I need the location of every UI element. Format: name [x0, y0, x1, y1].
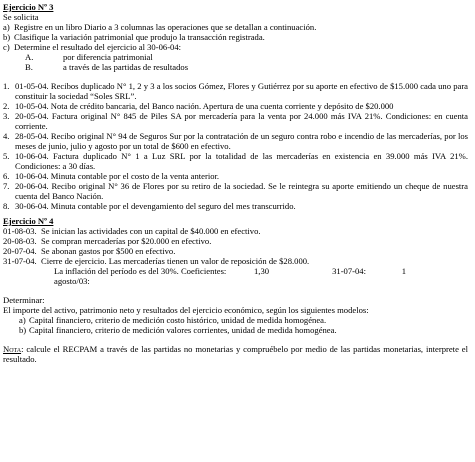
operation-number: 6.: [3, 171, 10, 181]
exercise-3-intro: Se solicita: [3, 12, 39, 22]
operation-item: [3, 201, 468, 211]
entry-date: 31-07-04.: [3, 256, 37, 266]
operation-text: 10-06-04. Factura duplicado N° 1 a Luz SRL por la totalidad de las mercaderías en existencia en 39.000 más IVA 21%. Condiciones: a 30 días.: [15, 151, 468, 171]
model-item: [3, 315, 468, 325]
nota-paragraph: [3, 344, 468, 364]
entry-item: [3, 246, 468, 256]
exercise-3-title: Ejercicio Nº 3: [3, 2, 54, 12]
coefficient-date: 31-07-04:: [332, 266, 366, 276]
task-item: [3, 22, 468, 32]
entry-date: 20-08-03.: [3, 236, 37, 246]
operation-text: 01-05-04. Recibos duplicado N° 1, 2 y 3 a los socios Gómez, Flores y Gutiérrez por su aporte en efectivo de $15.000 cada uno para constituir la sociedad “Soles SRL”.: [15, 81, 468, 101]
entry-date: 01-08-03.: [3, 226, 37, 236]
entry-text: Se inician las actividades con un capital de $40.000 en efectivo.: [41, 226, 261, 236]
operation-item: [3, 111, 468, 131]
entry-item: [3, 256, 468, 266]
nota-label: Nota: [3, 344, 22, 354]
subtask-text: a través de las partidas de resultados: [63, 62, 189, 72]
operation-item: [3, 81, 468, 101]
operation-item: [3, 151, 468, 171]
operation-text: 10-06-04. Minuta contable por el costo de la venta anterior.: [15, 171, 220, 181]
model-label: a): [19, 315, 26, 325]
model-text: Capital financiero, criterio de medición costo histórico, unidad de medida homogénea.: [29, 315, 327, 325]
coefficient-value: 1: [401, 266, 406, 276]
model-item: [3, 325, 468, 335]
entry-text: Cierre de ejercicio. Las mercaderías tienen un valor de reposición de $28.000.: [41, 256, 310, 266]
determinar-label: Determinar:: [3, 295, 45, 305]
exercise-4-title: Ejercicio Nº 4: [3, 216, 54, 226]
task-text: Registre en un libro Diario a 3 columnas las operaciones que se detallan a continuación.: [14, 22, 317, 32]
operation-item: [3, 171, 468, 181]
operation-text: 28-05-04. Recibo original N° 94 de Seguros Sur por la contratación de un seguro contra robo e incendio de las mercaderías, por los meses de junio, julio y agosto por un total de $600 en efectivo.: [15, 131, 468, 151]
operation-text: 20-06-04. Recibo original N° 36 de Flores por su retiro de la sociedad. Se le reintegra su aporte emitiendo un cheque de nuestra cuenta del Banco Nación.: [15, 181, 468, 201]
subtask-item: [3, 62, 468, 72]
operation-number: 2.: [3, 101, 10, 111]
operation-item: [3, 181, 468, 201]
operations-list: [3, 81, 468, 211]
operation-number: 1.: [3, 81, 10, 91]
entry-text: Se abonan gastos por $500 en efectivo.: [41, 246, 176, 256]
entry-text: Se compran mercaderías por $20.000 en efectivo.: [41, 236, 212, 246]
subtask-label: B.: [25, 62, 33, 72]
task-item: [3, 32, 468, 42]
task-text: Determine el resultado del ejercicio al 30-06-04:: [14, 42, 182, 52]
task-label: c): [3, 42, 10, 52]
operation-number: 5.: [3, 151, 10, 161]
operation-item: [3, 131, 468, 151]
determinar-text: El importe del activo, patrimonio neto y resultados del ejercicio económico, según los siguientes modelos:: [3, 305, 369, 315]
subtask-item: [3, 52, 468, 62]
task-label: a): [3, 22, 10, 32]
model-text: Capital financiero, criterio de medición valores corrientes, unidad de medida homogénea.: [29, 325, 337, 335]
inflation-text: La inflación del período es del 30%. Coeficientes: agosto/03:: [54, 266, 227, 286]
operation-number: 4.: [3, 131, 10, 141]
operation-number: 8.: [3, 201, 10, 211]
subtask-text: por diferencia patrimonial: [63, 52, 153, 62]
nota-text: : calcule el RECPAM a través de las partidas no monetarias y compruébelo por medio de las partidas monetarias, interprete el resultado.: [3, 344, 468, 364]
operation-text: 10-05-04. Nota de crédito bancaria, del Banco nación. Apertura de una cuenta corriente y depósito de $20.000: [15, 101, 394, 111]
task-label: b): [3, 32, 11, 42]
operation-text: 30-06-04. Minuta contable por el devengamiento del seguro del mes transcurrido.: [15, 201, 296, 211]
coefficient-value: 1,30: [254, 266, 270, 276]
task-list: [3, 22, 468, 72]
subtask-label: A.: [25, 52, 34, 62]
model-label: b): [19, 325, 27, 335]
operation-number: 7.: [3, 181, 10, 191]
entries-list: [3, 226, 468, 286]
entry-item: [3, 226, 468, 236]
entry-date: 20-07-04.: [3, 246, 37, 256]
task-item: [3, 42, 468, 52]
task-text: Clasifique la variación patrimonial que produjo la transacción registrada.: [14, 32, 265, 42]
inflation-line: [3, 266, 468, 286]
operation-number: 3.: [3, 111, 10, 121]
operation-item: [3, 101, 468, 111]
entry-item: [3, 236, 468, 246]
operation-text: 20-05-04. Factura original N° 845 de Piles SA por mercadería para la venta por 24.000 más IVA 21%. Condiciones: en cuenta corriente.: [15, 111, 468, 131]
